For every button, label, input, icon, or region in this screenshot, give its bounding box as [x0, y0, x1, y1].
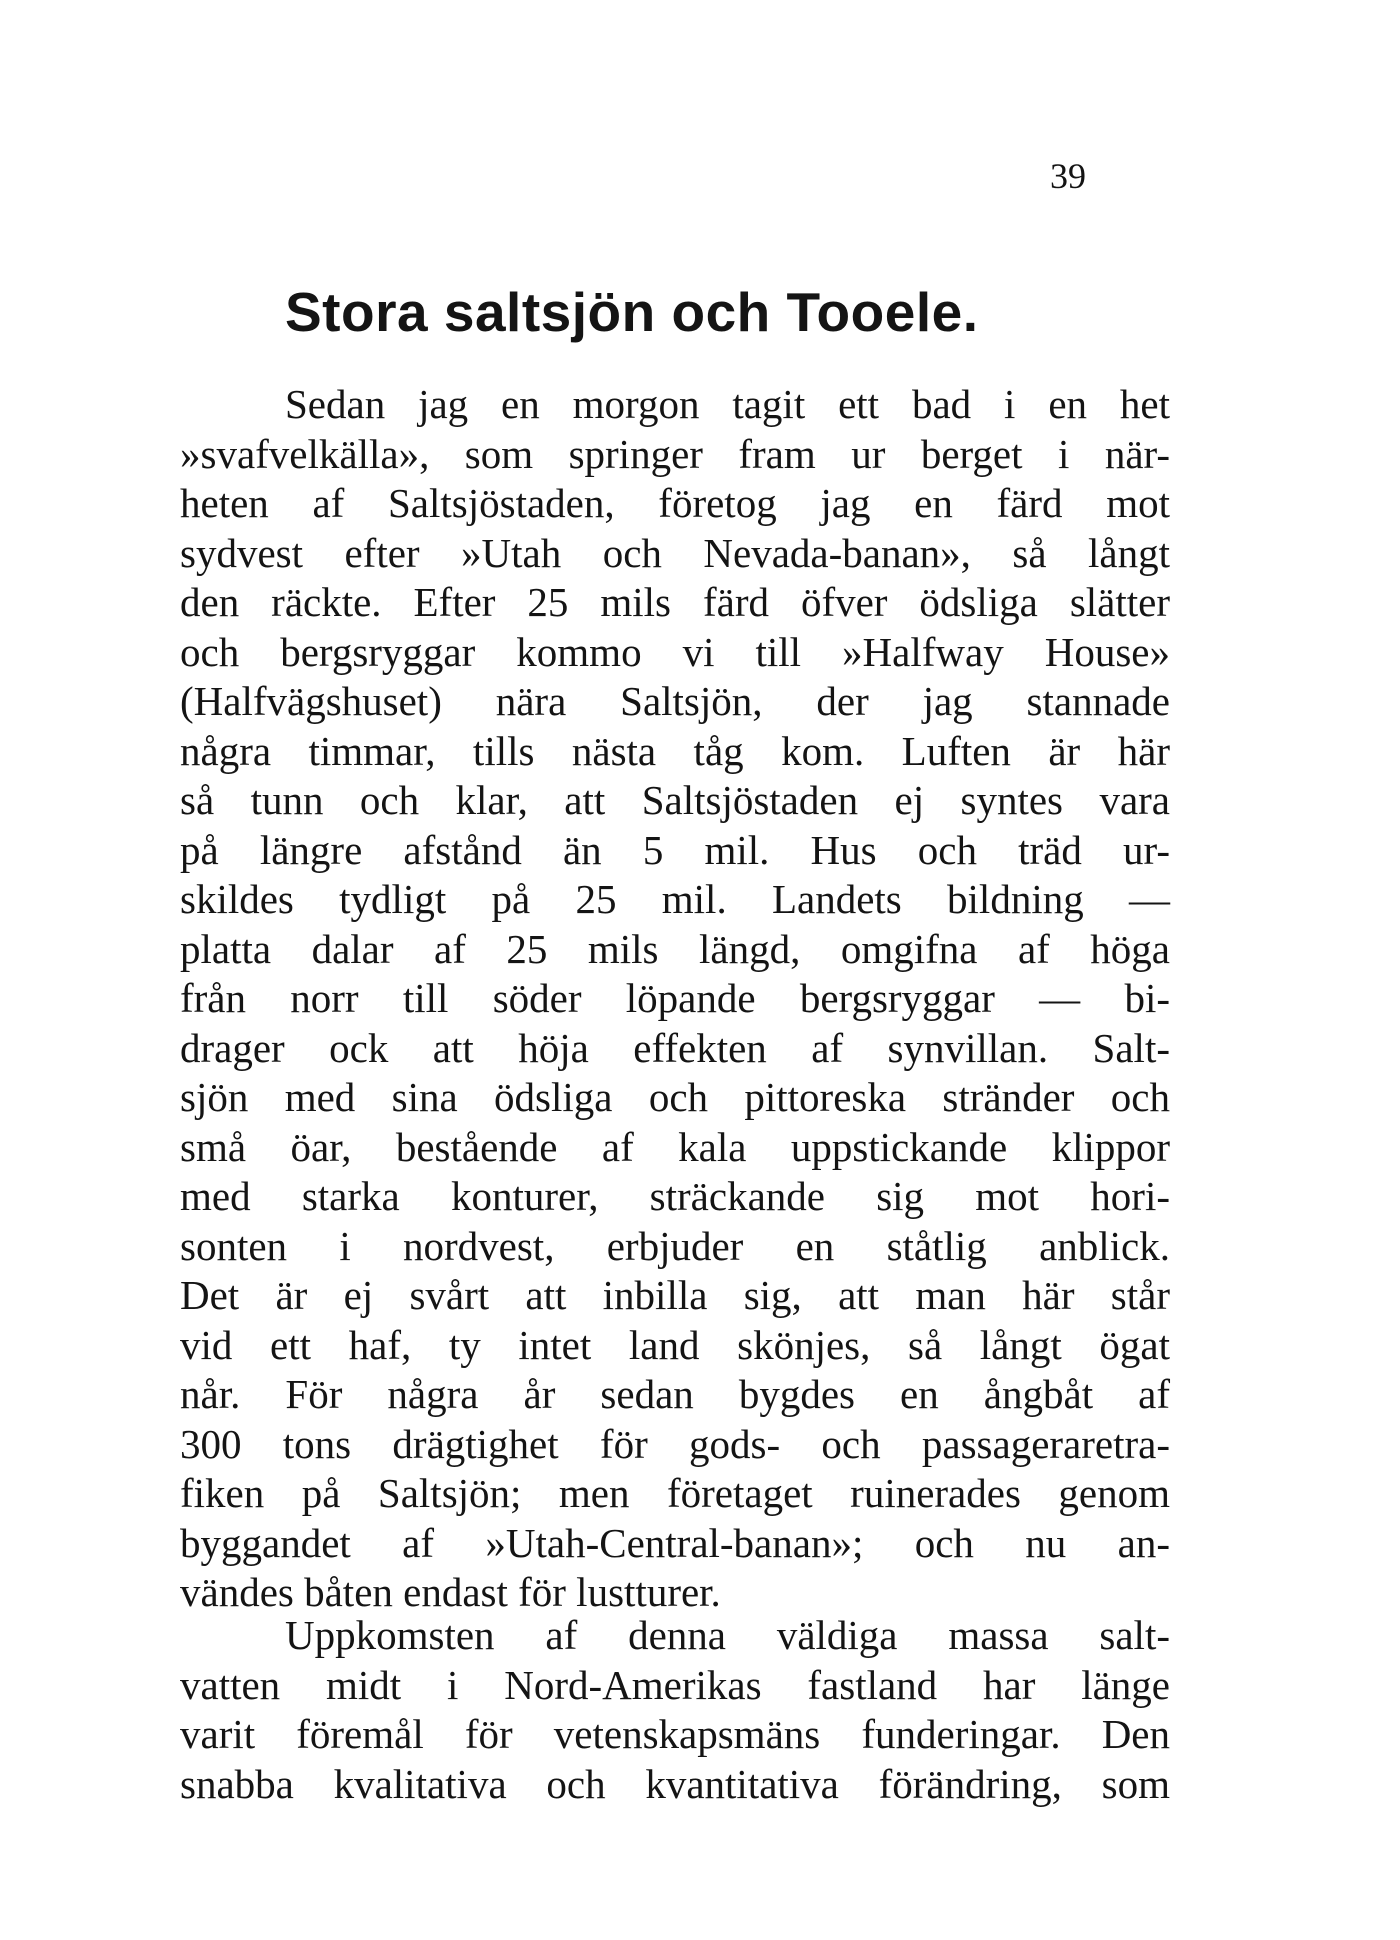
- paragraph-1: [180, 380, 1170, 1618]
- text-line: Det är ej svårt att inbilla sig, att man här står: [180, 1272, 1170, 1318]
- text-line: skildes tydligt på 25 mil. Landets bildning —: [180, 876, 1170, 922]
- text-line: heten af Saltsjöstaden, företog jag en färd mot: [180, 480, 1170, 526]
- text-line: och bergsryggar kommo vi till »Halfway House»: [180, 628, 1170, 675]
- text-line: några timmar, tills nästa tåg kom. Luften är här: [180, 727, 1170, 774]
- text-line: (Halfvägshuset) nära Saltsjön, der jag stannade: [180, 678, 1170, 724]
- text-line: 300 tons drägtighet för gods- och passageraretra-: [180, 1420, 1170, 1467]
- text-line: sydvest efter »Utah och Nevada-banan», så långt: [180, 529, 1170, 576]
- text-line: på längre afstånd än 5 mil. Hus och träd ur-: [180, 826, 1170, 873]
- text-line: når. För några år sedan bygdes en ångbåt af: [180, 1371, 1170, 1417]
- text-line: »svafvelkälla», som springer fram ur berget i när-: [180, 430, 1170, 477]
- text-line: från norr till söder löpande bergsryggar — bi-: [180, 975, 1170, 1021]
- paragraph-2: [180, 1611, 1170, 1809]
- text-line: snabba kvalitativa och kvantitativa förändring, som: [180, 1760, 1170, 1807]
- text-line: sonten i nordvest, erbjuder en ståtlig anblick.: [180, 1222, 1170, 1269]
- text-line: sjön med sina ödsliga och pittoreska stränder och: [180, 1074, 1170, 1120]
- text-line: vatten midt i Nord-Amerikas fastland har länge: [180, 1661, 1170, 1708]
- text-line: drager ock att höja effekten af synvillan. Salt-: [180, 1024, 1170, 1071]
- text-line: fiken på Saltsjön; men företaget ruinerades genom: [180, 1470, 1170, 1516]
- text-line: varit föremål för vetenskapsmäns funderingar. Den: [180, 1711, 1170, 1757]
- text-line: Uppkomsten af denna väldiga massa salt-: [285, 1612, 1170, 1658]
- text-line: platta dalar af 25 mils längd, omgifna af höga: [180, 925, 1170, 972]
- text-line: den räckte. Efter 25 mils färd öfver ödsliga slätter: [180, 579, 1170, 625]
- text-line: så tunn och klar, att Saltsjöstaden ej syntes vara: [180, 777, 1170, 823]
- page-number: 39: [1050, 156, 1086, 196]
- text-line: vändes båten endast för lustturer.: [180, 1569, 721, 1615]
- text-line: med starka konturer, sträckande sig mot hori-: [180, 1173, 1170, 1219]
- chapter-heading: Stora saltsjön och Tooele.: [285, 281, 979, 343]
- text-line: Sedan jag en morgon tagit ett bad i en het: [285, 381, 1170, 427]
- text-line: byggandet af »Utah-Central-banan»; och nu an-: [180, 1519, 1170, 1566]
- text-line: små öar, bestående af kala uppstickande klippor: [180, 1123, 1170, 1170]
- text-line: vid ett haf, ty intet land skönjes, så långt ögat: [180, 1321, 1170, 1368]
